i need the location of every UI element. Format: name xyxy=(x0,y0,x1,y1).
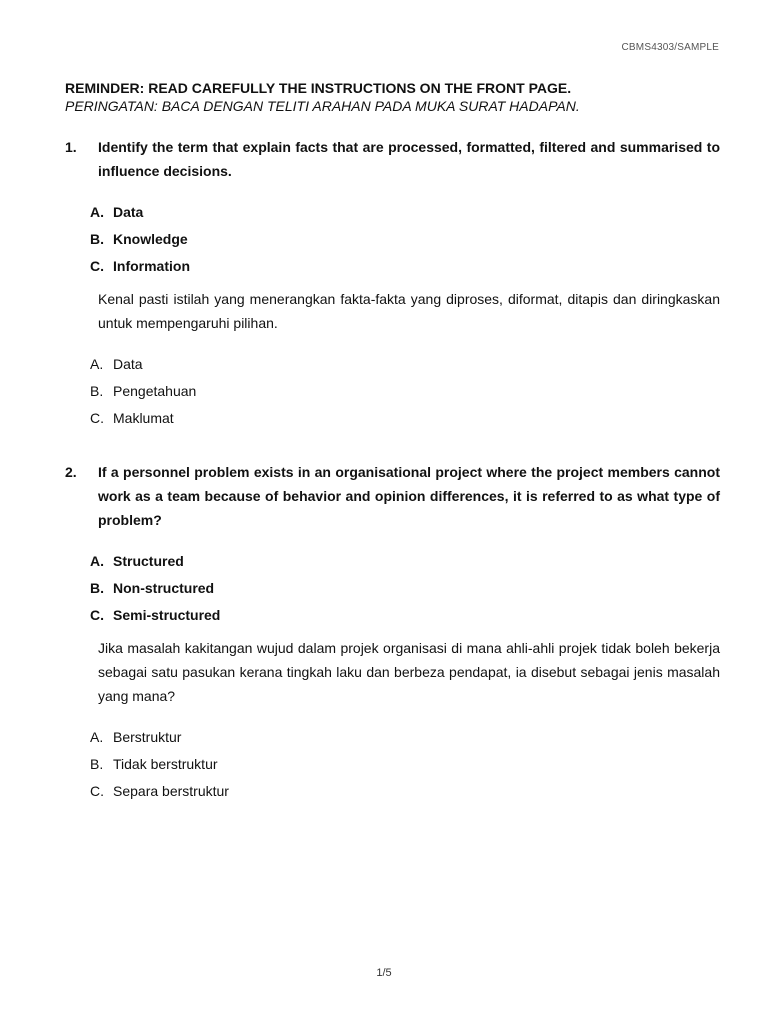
question-1 xyxy=(65,135,720,432)
option-b[interactable]: B. Pengetahuan xyxy=(90,383,197,399)
reminder-english: REMINDER: READ CAREFULLY THE INSTRUCTIONS ON THE FRONT PAGE. xyxy=(65,80,572,96)
option-c[interactable]: C. Maklumat xyxy=(90,410,174,426)
question-2 xyxy=(65,460,720,805)
question-text-malay: Kenal pasti istilah yang menerangkan fakta-fakta yang diproses, diformat, ditapis dan diringkaskan untuk mempengaruhi pilihan. xyxy=(98,291,720,331)
page-number: 1/5 xyxy=(376,967,392,979)
option-c[interactable]: C. Semi-structured xyxy=(90,607,221,623)
course-code: CBMS4303/SAMPLE xyxy=(621,42,719,53)
option-b[interactable]: B. Knowledge xyxy=(90,231,188,247)
reminder-malay: PERINGATAN: BACA DENGAN TELITI ARAHAN PADA MUKA SURAT HADAPAN. xyxy=(65,98,580,114)
option-a[interactable]: A. Data xyxy=(90,204,144,220)
reminder-block xyxy=(65,79,725,115)
question-text-english: Identify the term that explain facts that are processed, formatted, filtered and summarised to influence decisions. xyxy=(98,139,720,179)
option-b[interactable]: B. Tidak berstruktur xyxy=(90,756,218,772)
options-malay xyxy=(90,724,720,805)
option-a[interactable]: A. Structured xyxy=(90,553,184,569)
question-number: 2. xyxy=(65,464,77,480)
options-english xyxy=(90,548,720,629)
option-a[interactable]: A. Berstruktur xyxy=(90,729,182,745)
option-a[interactable]: A. Data xyxy=(90,356,143,372)
option-b[interactable]: B. Non-structured xyxy=(90,580,215,596)
question-number: 1. xyxy=(65,139,77,155)
question-text-english: If a personnel problem exists in an organisational project where the project members cannot work as a team because of behavior and opinion differences, it is referred to as what type of problem? xyxy=(98,464,720,528)
options-english xyxy=(90,199,720,280)
option-c[interactable]: C. Information xyxy=(90,258,190,274)
question-text-malay: Jika masalah kakitangan wujud dalam projek organisasi di mana ahli-ahli projek tidak boleh bekerja sebagai satu pasukan kerana tingkah laku dan berbeza pendapat, ia disebut sebagai jenis masalah yang mana? xyxy=(98,640,720,704)
options-malay xyxy=(90,351,720,432)
option-c[interactable]: C. Separa berstruktur xyxy=(90,783,229,799)
